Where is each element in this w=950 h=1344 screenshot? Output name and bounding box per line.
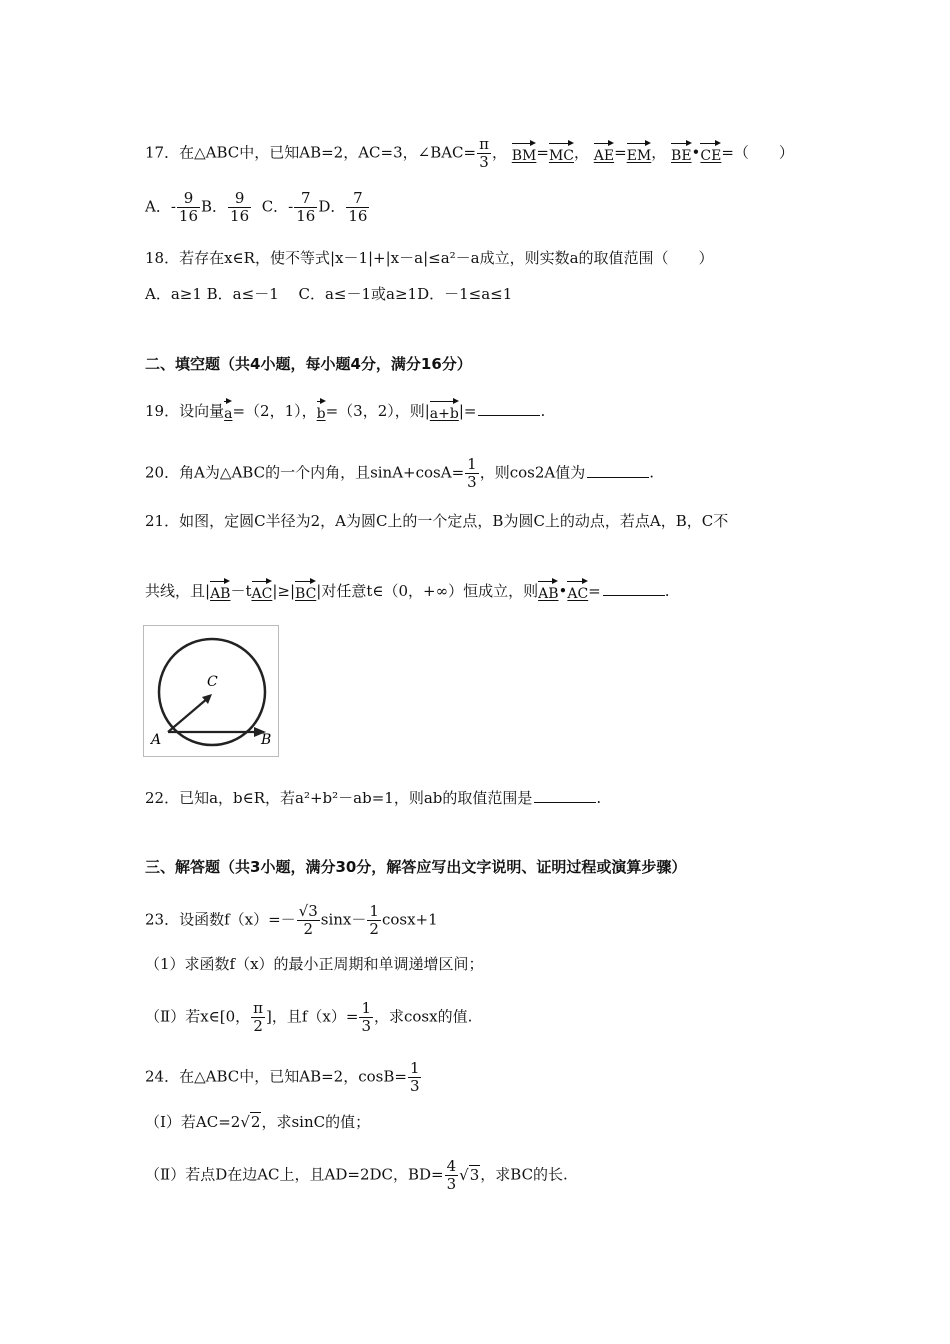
vector-ce: CE bbox=[700, 140, 721, 163]
vector-ab: AB bbox=[210, 578, 230, 601]
q17-options: A．- $\frac{9}{16}$ B． $\frac{9}{16}$ C．- $\frac{7}{16}$ D． $\frac{7}{16}$ bbox=[145, 189, 368, 225]
vector-ae: AE bbox=[594, 140, 614, 163]
vector-bc: BC bbox=[295, 578, 316, 601]
point-label-a: A bbox=[151, 732, 162, 748]
q18-options: A．a≥1 B．a≤－1 C．a≤－1或a≥1D．－1≤a≤1 bbox=[145, 285, 513, 303]
q17-stem: 17．在△ABC中，已知AB=2，AC=3，∠BAC= $\frac{\pi}{3}$ ， BM=MC， AE=EM， BE•CE=（ ） bbox=[145, 135, 794, 171]
vector-ab: AB bbox=[538, 578, 558, 601]
q21-line2: 共线，且|AB－tAC|≥|BC|对任意t∈（0，+∞）恒成立，则AB•AC= . bbox=[145, 578, 670, 601]
fraction: $\frac{9}{16}$ bbox=[230, 189, 250, 225]
fraction: $\frac{7}{16}$ bbox=[296, 189, 316, 225]
point-label-c: C bbox=[207, 674, 218, 690]
vector-sum: a+b bbox=[430, 398, 459, 421]
fraction: $\frac{\pi}{2}$ bbox=[253, 999, 264, 1035]
vector-ac: AC bbox=[252, 578, 273, 601]
q24-part2: （Ⅱ）若点D在边AC上，且AD=2DC，BD= $\frac{4}{3}$ √3，求BC的长. bbox=[145, 1157, 568, 1193]
q18-stem: 18．若存在x∈R，使不等式|x－1|+|x－a|≤a²－a成立，则实数a的取值范围（ ） bbox=[145, 249, 714, 267]
circle bbox=[159, 639, 265, 745]
fraction: $\frac{4}{3}$ bbox=[446, 1157, 457, 1193]
fraction: $\frac{1}{2}$ bbox=[369, 902, 379, 938]
q24-part1: （Ⅰ）若AC=2√2，求sinC的值； bbox=[145, 1113, 371, 1131]
fraction: $\frac{√3}{2}$ bbox=[298, 902, 318, 938]
q21-line1: 21．如图，定圆C半径为2，A为圆C上的一个定点，B为圆C上的动点，若点A，B，C不 bbox=[145, 512, 729, 530]
fraction: $\frac{7}{16}$ bbox=[348, 189, 368, 225]
point-label-b: B bbox=[261, 732, 272, 748]
q23-stem: 23．设函数f（x）=－ $\frac{√3}{2}$ sinx－ $\frac{1}{2}$ cosx+1 bbox=[145, 902, 438, 938]
vector-em: EM bbox=[627, 140, 652, 163]
q23-part2: （Ⅱ）若x∈[0， $\frac{\pi}{2}$ ]，且f（x）= $\frac{1}{3}$ ，求cosx的值. bbox=[145, 999, 473, 1035]
fraction: $\frac{9}{16}$ bbox=[178, 189, 199, 225]
answer-blank bbox=[603, 581, 665, 596]
segment-ac bbox=[168, 698, 208, 732]
answer-blank bbox=[534, 788, 596, 803]
answer-blank bbox=[587, 463, 649, 478]
answer-blank bbox=[478, 401, 540, 416]
section-title: 二、填空题（共4小题，每小题4分，满分16分） bbox=[145, 355, 472, 373]
vector-ac: AC bbox=[567, 578, 588, 601]
q19: 19．设向量a=（2，1），b=（3，2），则|a+b|= . bbox=[145, 398, 545, 421]
fraction: $\frac{1}{3}$ bbox=[361, 999, 371, 1035]
q20: 20．角A为△ABC的一个内角，且sinA+cosA= $\frac{1}{3}$ ，则cos2A值为 . bbox=[145, 455, 654, 491]
q23-part1: （1）求函数f（x）的最小正周期和单调递增区间； bbox=[145, 955, 484, 973]
section-title: 三、解答题（共3小题，满分30分，解答应写出文字说明、证明过程或演算步骤） bbox=[145, 858, 687, 876]
square-root: √3 bbox=[459, 1165, 480, 1184]
vector-be: BE bbox=[671, 140, 692, 163]
q22: 22．已知a，b∈R，若a²+b²－ab=1，则ab的取值范围是 . bbox=[145, 789, 602, 807]
fraction: $\frac{1}{3}$ bbox=[409, 1059, 420, 1095]
vector-mc: MC bbox=[549, 140, 574, 163]
square-root: √2 bbox=[240, 1113, 261, 1131]
circle-diagram bbox=[144, 626, 278, 756]
vector-a: a bbox=[224, 398, 232, 421]
q21-figure bbox=[143, 625, 279, 757]
fraction: $\frac{1}{3}$ bbox=[467, 455, 477, 491]
q24-stem: 24．在△ABC中，已知AB=2，cosB= $\frac{1}{3}$ bbox=[145, 1059, 420, 1095]
vector-b: b bbox=[317, 398, 326, 421]
fraction: $\frac{\pi}{3}$ bbox=[479, 135, 489, 171]
vector-bm: BM bbox=[512, 140, 537, 163]
